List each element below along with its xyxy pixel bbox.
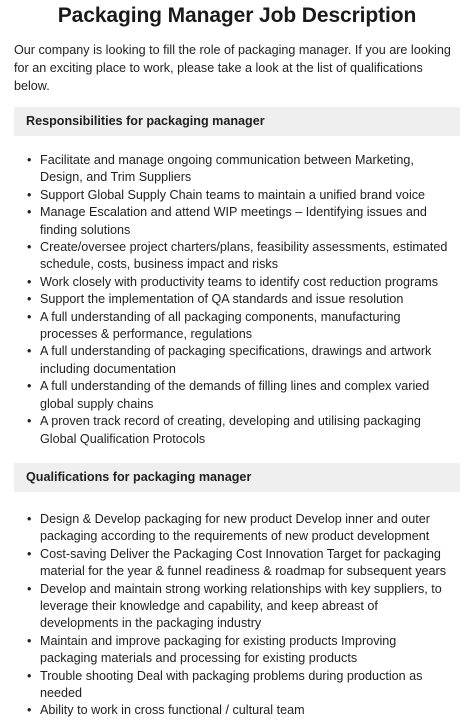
list-item (14, 152, 460, 187)
list-item-text: Support Global Supply Chain teams to maintain a unified brand voice (40, 187, 426, 202)
list-item (14, 413, 460, 448)
bullet-icon: • (27, 344, 32, 359)
list-item (14, 633, 460, 668)
list-item (14, 239, 460, 274)
list-item-text: A full understanding of packaging specifications, drawings and artwork including documentation (40, 344, 432, 376)
responsibilities-heading: Responsibilities for packaging manager (14, 107, 460, 136)
list-item (14, 511, 460, 546)
responsibilities-list (14, 152, 460, 448)
list-item-text: Support the implementation of QA standards and issue resolution (40, 292, 404, 307)
bullet-icon: • (27, 274, 32, 289)
bullet-icon: • (27, 581, 32, 596)
list-item (14, 291, 460, 308)
bullet-icon: • (27, 240, 32, 255)
list-item-text: Design & Develop packaging for new product Develop inner and outer packaging according to the requirements of new product development (40, 511, 430, 544)
intro-paragraph: Our company is looking to fill the role of packaging manager. If you are looking for an exciting place to work, please take a look at the list of qualifications below. (14, 43, 451, 93)
bullet-icon: • (27, 633, 32, 648)
bullet-icon: • (27, 187, 32, 202)
list-item (14, 378, 460, 413)
list-item-text: Manage Escalation and attend WIP meetings – Identifying issues and finding solutions (40, 205, 427, 237)
list-item-text: Cost-saving Deliver the Packaging Cost Innovation Target for packaging material for the year & funnel readiness & roadmap for subsequent years (40, 546, 447, 579)
bullet-icon: • (27, 511, 32, 526)
page-title: Packaging Manager Job Description (57, 4, 417, 27)
list-item (14, 187, 460, 204)
list-item (14, 309, 460, 344)
list-item-text: Work closely with productivity teams to identify cost reduction programs (40, 274, 439, 289)
list-item (14, 546, 460, 581)
qualifications-heading: Qualifications for packaging manager (14, 463, 460, 492)
bullet-icon: • (27, 414, 32, 429)
list-item-text: Create/oversee project charters/plans, feasibility assessments, estimated schedule, costs, business impact and risks (40, 240, 448, 272)
list-item-text: A proven track record of creating, developing and utilising packaging Global Qualification Protocols (40, 414, 421, 446)
list-item-text: A full understanding of the demands of filling lines and complex varied global supply chains (40, 379, 430, 411)
bullet-icon: • (27, 153, 32, 167)
list-item-text: Maintain and improve packaging for existing products Improving packaging materials and processing for existing products (40, 633, 397, 666)
bullet-icon: • (27, 703, 32, 718)
list-item (14, 702, 460, 719)
list-item (14, 581, 460, 633)
bullet-icon: • (27, 379, 32, 394)
bullet-icon: • (27, 309, 32, 324)
list-item (14, 274, 460, 291)
list-item-text: Trouble shooting Deal with packaging problems during production as needed (40, 668, 423, 700)
list-item-text: Facilitate and manage ongoing communication between Marketing, Design, and Trim Suppliers (40, 153, 414, 185)
bullet-icon: • (27, 668, 32, 683)
bullet-icon: • (27, 205, 32, 220)
list-item (14, 668, 460, 703)
list-item (14, 204, 460, 239)
bullet-icon: • (27, 292, 32, 307)
list-item (14, 343, 460, 378)
list-item-text: Develop and maintain strong working relationships with key suppliers, to leverage their knowledge and capability, and keep abreast of developments in the packaging industry (40, 581, 442, 631)
list-item-text: Ability to work in cross functional / cultural team (40, 703, 305, 718)
bullet-icon: • (27, 546, 32, 561)
qualifications-list (14, 511, 460, 720)
list-item-text: A full understanding of all packaging components, manufacturing processes & performance, regulations (40, 309, 401, 342)
